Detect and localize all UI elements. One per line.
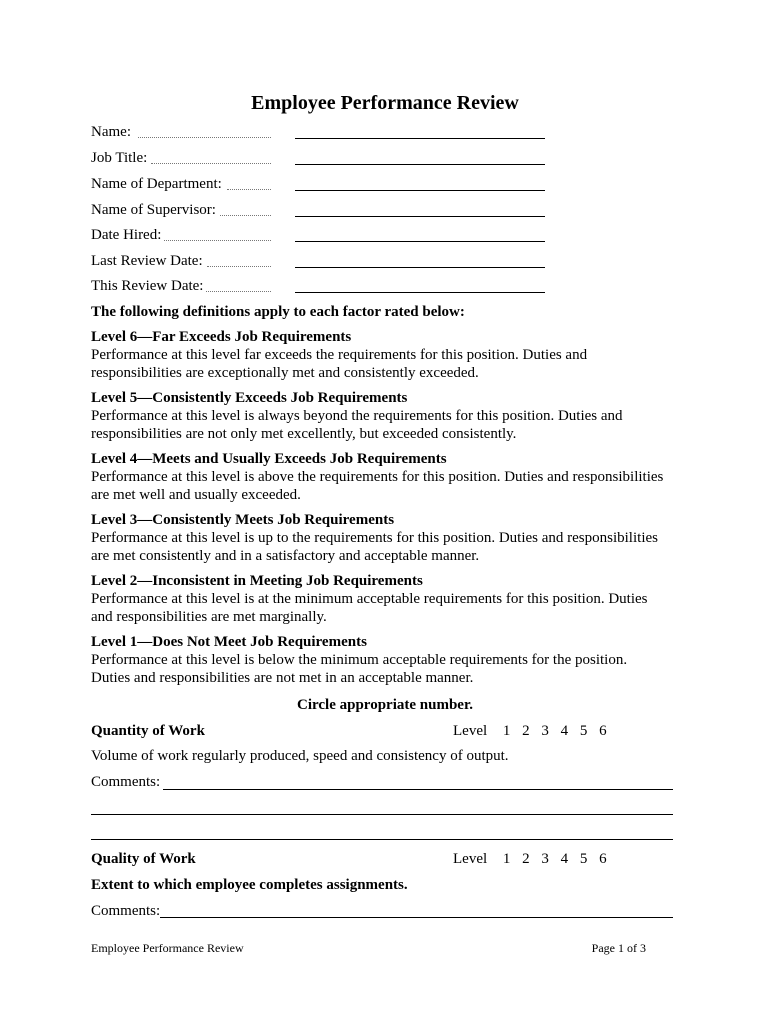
level-option-2[interactable]: 2 (522, 723, 530, 739)
level-label: Level (453, 851, 488, 867)
level-option-6[interactable]: 6 (599, 851, 607, 867)
quantity-comments-line[interactable] (163, 789, 673, 790)
quantity-comments-line[interactable] (91, 814, 673, 815)
department-label: Name of Department: (91, 176, 222, 192)
level-title: Level 2—Inconsistent in Meeting Job Requirements (91, 573, 423, 589)
dot-leader (227, 189, 271, 190)
last-review-date-field[interactable] (91, 251, 551, 271)
dot-leader (151, 163, 271, 164)
quality-comments-label: Comments: (91, 903, 161, 919)
quality-of-work-heading: Quality of Work (91, 851, 196, 867)
this-review-date-field[interactable] (91, 276, 551, 296)
quantity-comments-label: Comments: (91, 774, 161, 790)
quality-level-scale (453, 850, 623, 868)
date-hired-line[interactable] (295, 241, 545, 242)
page-title: Employee Performance Review (251, 92, 519, 114)
level-title: Level 5—Consistently Exceeds Job Requirements (91, 390, 408, 406)
level-description: Performance at this level is always beyond the requirements for this position. Duties and (91, 408, 623, 424)
date-hired-label: Date Hired: (91, 227, 162, 243)
level-3-definition (91, 511, 691, 565)
dot-leader (207, 266, 271, 267)
level-description: and responsibilities are met marginally. (91, 609, 327, 625)
level-title: Level 1—Does Not Meet Job Requirements (91, 634, 367, 650)
level-option-5[interactable]: 5 (579, 851, 588, 867)
dot-leader (220, 215, 271, 216)
this-review-date-line[interactable] (295, 292, 545, 293)
level-5-definition (91, 389, 691, 443)
level-label: Level (453, 723, 488, 739)
footer-page-number: Page 1 of 3 (591, 941, 646, 955)
definitions-heading: The following definitions apply to each factor rated below: (91, 304, 465, 320)
level-title: Level 3—Consistently Meets Job Requirements (91, 512, 395, 528)
name-line[interactable] (295, 138, 545, 139)
department-field[interactable] (91, 174, 551, 194)
last-review-date-line[interactable] (295, 267, 545, 268)
department-line[interactable] (295, 190, 545, 191)
level-option-4[interactable]: 4 (560, 851, 569, 867)
level-6-definition (91, 328, 691, 382)
level-option-1[interactable]: 1 (502, 723, 511, 739)
level-2-definition (91, 572, 691, 626)
date-hired-field[interactable] (91, 225, 551, 245)
quantity-description: Volume of work regularly produced, speed and consistency of output. (91, 748, 509, 764)
job-title-label: Job Title: (91, 150, 148, 166)
circle-instruction: Circle appropriate number. (297, 697, 473, 713)
level-option-5[interactable]: 5 (579, 723, 588, 739)
last-review-date-label: Last Review Date: (91, 253, 203, 269)
supervisor-field[interactable] (91, 200, 551, 220)
supervisor-label: Name of Supervisor: (91, 202, 216, 218)
name-label: Name: (91, 124, 131, 140)
quantity-of-work-heading: Quantity of Work (91, 723, 205, 739)
quality-description: Extent to which employee completes assignments. (91, 877, 408, 893)
level-option-3[interactable]: 3 (541, 851, 549, 867)
level-title: Level 6—Far Exceeds Job Requirements (91, 329, 352, 345)
dot-leader (206, 291, 271, 292)
quality-comments-line[interactable] (160, 917, 673, 918)
this-review-date-label: This Review Date: (91, 278, 204, 294)
level-description: responsibilities are exceptionally met and consistently exceeded. (91, 365, 479, 381)
level-option-1[interactable]: 1 (502, 851, 511, 867)
level-description: responsibilities are not only met excellently, but exceeded consistently. (91, 426, 517, 442)
level-description: Performance at this level is at the minimum acceptable requirements for this position. Duties (91, 591, 648, 607)
level-option-3[interactable]: 3 (541, 723, 549, 739)
dot-leader (164, 240, 271, 241)
level-4-definition (91, 450, 691, 504)
level-title: Level 4—Meets and Usually Exceeds Job Requirements (91, 451, 447, 467)
level-description: Performance at this level far exceeds the requirements for this position. Duties and (91, 347, 588, 363)
level-option-4[interactable]: 4 (560, 723, 569, 739)
level-1-definition (91, 633, 691, 687)
level-description: Performance at this level is below the minimum acceptable requirements for the position. (91, 652, 628, 668)
supervisor-line[interactable] (295, 216, 545, 217)
quantity-level-scale (453, 722, 623, 740)
dot-leader (138, 137, 271, 138)
level-description: are met consistently and in a satisfactory and acceptable manner. (91, 548, 480, 564)
level-option-6[interactable]: 6 (599, 723, 607, 739)
level-description: Performance at this level is above the requirements for this position. Duties and responsibilities (91, 469, 664, 485)
job-title-field[interactable] (91, 148, 551, 168)
level-option-2[interactable]: 2 (522, 851, 530, 867)
level-description: Duties and responsibilities are not met in an acceptable manner. (91, 670, 474, 686)
level-description: Performance at this level is up to the requirements for this position. Duties and responsibilities (91, 530, 658, 546)
level-description: are met well and usually exceeded. (91, 487, 301, 503)
name-field[interactable] (91, 122, 551, 142)
quantity-comments-line[interactable] (91, 839, 673, 840)
level-definitions (91, 302, 691, 694)
job-title-line[interactable] (295, 164, 545, 165)
footer-document-title: Employee Performance Review (91, 941, 244, 955)
